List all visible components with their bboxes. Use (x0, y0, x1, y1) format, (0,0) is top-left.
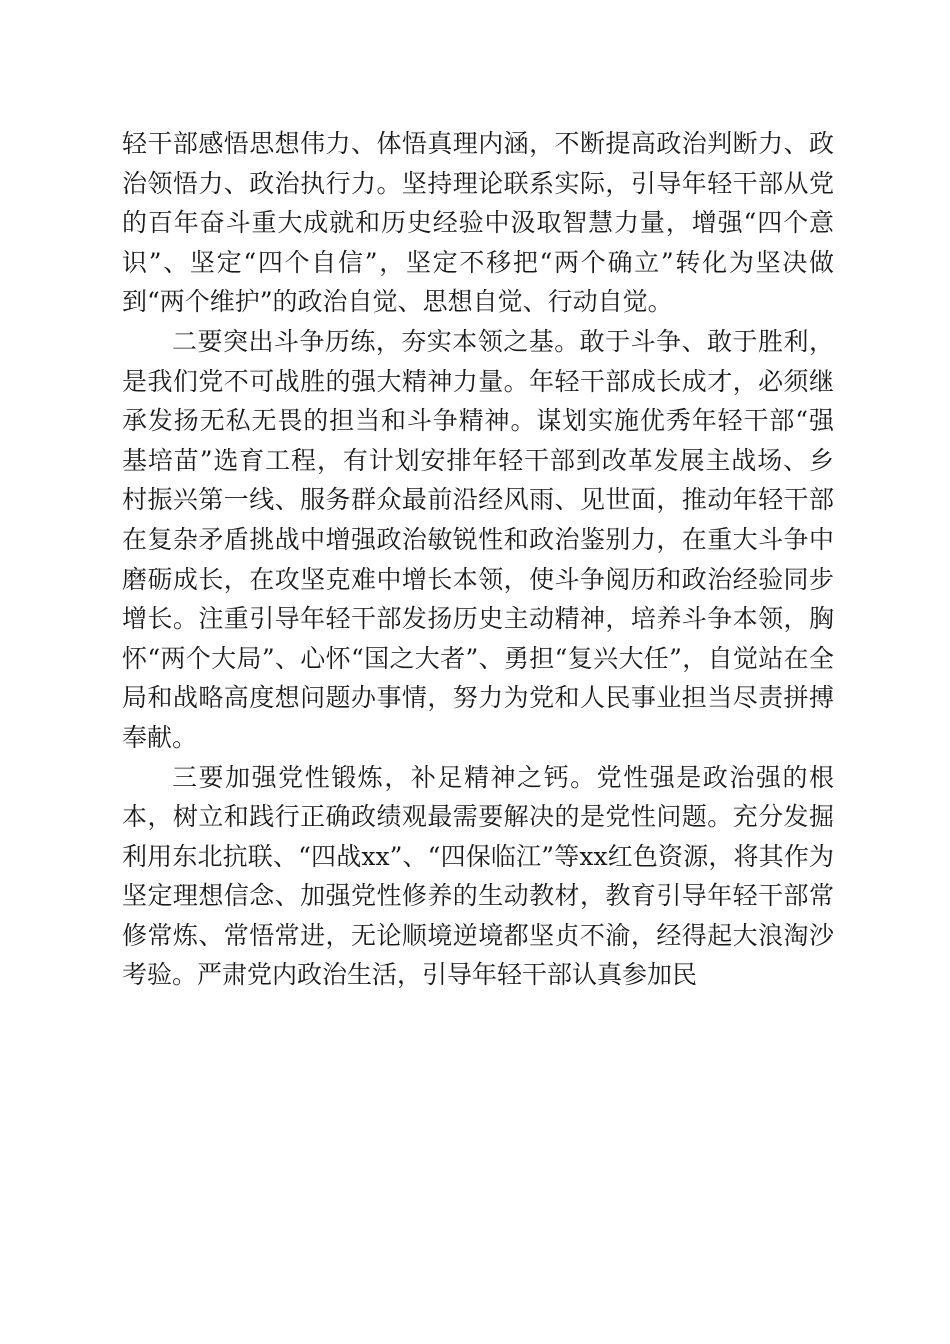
document-body (122, 124, 834, 995)
paragraph-party-spirit: 三要加强党性锻炼，补足精神之钙。党性强是政治强的根本，树立和践行正确政绩观最需要解决的是党性问题。充分发掘利用东北抗联、“四战xx”、“四保临江”等xx红色资源，将其作为坚定理想信念、加强党性修养的生动教材，教育引导年轻干部常修常炼、常悟常进，无论顺境逆境都坚贞不渝，经得起大浪淘沙考验。严肃党内政治生活，引导年轻干部认真参加民 (122, 762, 834, 990)
paragraph-struggle-training: 二要突出斗争历练，夯实本领之基。敢于斗争、敢于胜利，是我们党不可战胜的强大精神力量。年轻干部成长成才，必须继承发扬无私无畏的担当和斗争精神。谋划实施优秀年轻干部“强基培苗”选育工程，有计划安排年轻干部到改革发展主战场、乡村振兴第一线、服务群众最前沿经风雨、见世面，推动年轻干部在复杂矛盾挑战中增强政治敏锐性和政治鉴别力，在重大斗争中磨砺成长，在攻坚克难中增长本领，使斗争阅历和政治经验同步增长。注重引导年轻干部发扬历史主动精神，培养斗争本领，胸怀“两个大局”、心怀“国之大者”、勇担“复兴大任”，自觉站在全局和战略高度想问题办事情，努力为党和人民事业担当尽责拼搏奉献。 (122, 326, 834, 752)
paragraph-continuation: 轻干部感悟思想伟力、体悟真理内涵，不断提高政治判断力、政治领悟力、政治执行力。坚持理论联系实际，引导年轻干部从党的百年奋斗重大成就和历史经验中汲取智慧力量，增强“四个意识”、坚定“四个自信”，坚定不移把“两个确立”转化为坚决做到“两个维护”的政治自觉、思想自觉、行动自觉。 (122, 129, 834, 317)
